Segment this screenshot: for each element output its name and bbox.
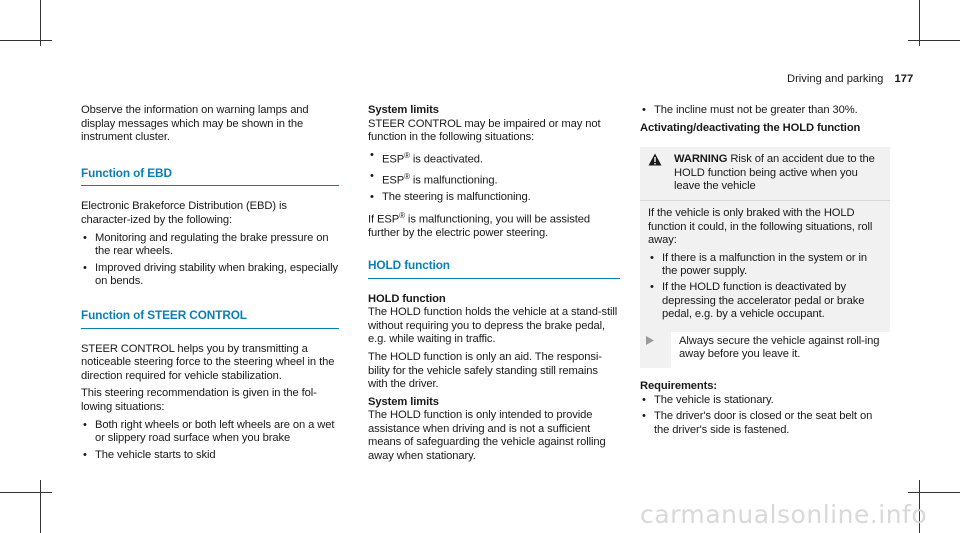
ebd-list (81, 232, 339, 289)
steer-heading: Function of STEER CONTROL (81, 307, 247, 322)
steer-text-2: This steering recommendation is given in the fol-lowing situations: (81, 387, 317, 413)
crop-mark (908, 40, 960, 41)
steer-list (81, 419, 339, 463)
requirements-heading: Requirements: (640, 379, 718, 392)
limits-list (368, 149, 620, 205)
list-item: • The vehicle starts to skid (81, 449, 339, 463)
list-item: • Monitoring and regulating the brake pressure on the rear wheels. (81, 232, 339, 259)
list-item: • If the HOLD function is deactivated by depressing the accelerator pedal or brake pedal, e.g. by a vehicle occupant. (648, 281, 882, 322)
crop-mark (0, 40, 52, 41)
list-item: • ESP® is deactivated. (368, 149, 620, 167)
warning-body: If the vehicle is only braked with the HOLD function it could, in the following situations, roll away: (648, 206, 873, 247)
hold-text-2: The HOLD function is only an aid. The responsi-bility for the vehicle safely standing still remains with the driver. (368, 350, 602, 391)
list-item: • The incline must not be greater than 30%. (640, 104, 890, 118)
incline-list (640, 104, 890, 118)
requirements-list (640, 394, 890, 438)
heading-rule (81, 185, 339, 186)
note-text: Always secure the vehicle against roll-ing away before you leave it. (671, 332, 890, 368)
list-item: • Improved driving stability when braking, especially on bends. (81, 262, 339, 289)
warning-triangle-icon (648, 153, 674, 194)
column-3 (640, 104, 890, 441)
list-item: • Both right wheels or both left wheels are on a wet or slippery road surface when you brake (81, 419, 339, 446)
steer-text-1: STEER CONTROL helps you by transmitting a noticeable steering force to the steering wheel in the direction required for vehicle stabilization. (81, 342, 335, 382)
warning-label: WARNING (674, 153, 728, 166)
crop-mark (908, 492, 960, 493)
limits-text: STEER CONTROL may be impaired or may not function in the following situations: (368, 117, 601, 144)
note-box (640, 332, 890, 368)
page-number: 177 (894, 73, 914, 85)
crop-mark (0, 492, 52, 493)
list-item: • The vehicle is stationary. (640, 394, 890, 408)
play-arrow-icon (646, 336, 654, 345)
hold-limits-text: The HOLD function is only intended to provide assistance when driving and is not a sufficient means of safeguarding the vehicle against rolling away when stationary. (368, 409, 606, 463)
hold-subheading: HOLD function (368, 292, 446, 305)
ebd-heading: Function of EBD (81, 165, 172, 180)
ebd-text: Electronic Brakeforce Distribution (EBD) is character-ized by the following: (81, 200, 287, 226)
activating-heading: Activating/deactivating the HOLD function (640, 121, 861, 134)
warning-box (640, 147, 890, 368)
heading-rule (81, 328, 339, 329)
warning-heading (674, 153, 882, 194)
intro-paragraph: Observe the information on warning lamps and display messages which may be shown in the instrument cluster. (81, 104, 309, 144)
hold-text-1: The HOLD function holds the vehicle at a stand-still without requiring you to depress the brake pedal, e.g. while waiting in traffic. (368, 306, 618, 346)
esp-paragraph: If ESP® is malfunctioning, you will be assisted further by the electric power steering. (368, 211, 590, 240)
column-1 (81, 104, 339, 466)
note-marker (640, 332, 671, 368)
warning-list (648, 252, 882, 322)
running-header (787, 73, 913, 85)
watermark: carmanualsonline.info (640, 500, 928, 529)
heading-rule (368, 278, 620, 279)
hold-heading: HOLD function (368, 257, 450, 272)
list-item: • The driver's door is closed or the seat belt on the driver's side is fastened. (640, 410, 890, 437)
list-item: • The steering is malfunctioning. (368, 191, 620, 205)
crop-mark (40, 480, 41, 533)
section-title: Driving and parking (787, 73, 884, 85)
list-item: • ESP® is malfunctioning. (368, 170, 620, 188)
column-2 (368, 104, 620, 468)
list-item: • If there is a malfunction in the system or in the power supply. (648, 252, 882, 279)
warning-summary: Risk of an accident due to the HOLD function being active when you leave the vehicle (674, 153, 875, 193)
hold-limits-heading: System limits (368, 395, 439, 408)
limits-heading: System limits (368, 104, 439, 116)
